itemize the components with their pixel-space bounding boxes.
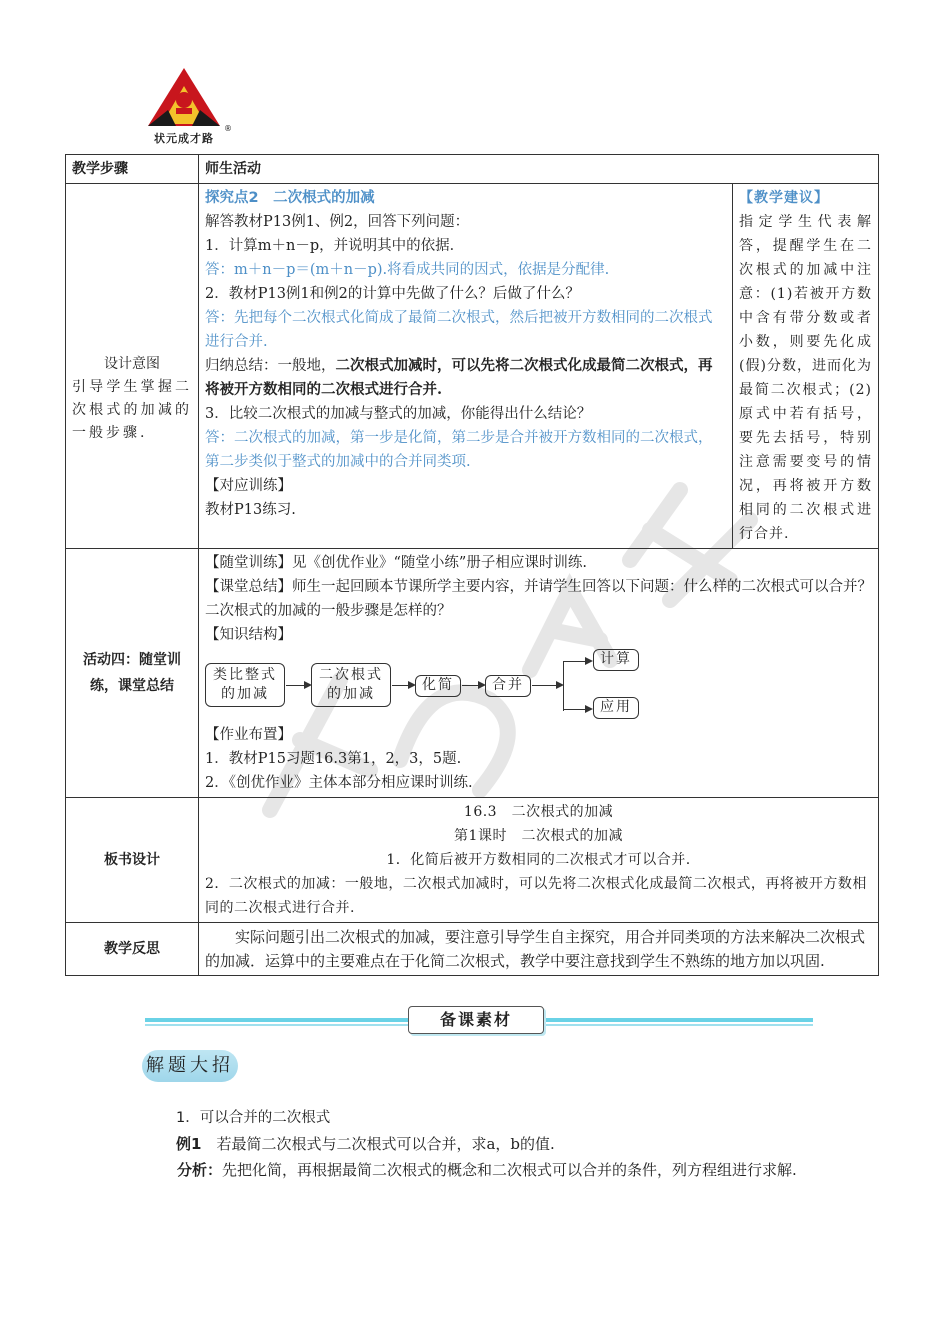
reflection-text: 实际问题引出二次根式的加减，要注意引导学生自主探究，用合并同类项的方法来解决二次根式的加减．运算中的主要难点在于化简二次根式，教学中要注意找到学生不熟练的地方加以巩固. bbox=[205, 928, 866, 970]
structure-box-apply: 应用 bbox=[593, 697, 639, 719]
design-intent-text: 引导学生掌握二次根式的加减的一般步骤. bbox=[72, 378, 192, 441]
teaching-suggestion-text: 指定学生代表解答，提醒学生在二次根式的加减中注意：(1)若被开方数中含有带分数或者小数，则要先化成(假)分数，进而化为最简二次根式；(2)原式中若有括号，要先去括号，特别注意需要变号的情况，再将被开方数相同的二次根式进行合并. bbox=[739, 214, 872, 542]
design-intent-cell bbox=[66, 184, 199, 549]
question-1: 1．计算m＋n－p，并说明其中的依据． bbox=[205, 238, 465, 254]
practice-label: 【对应训练】 bbox=[205, 478, 292, 494]
knowledge-structure-diagram bbox=[205, 649, 872, 719]
table-row bbox=[66, 923, 879, 976]
reflection-content bbox=[199, 923, 879, 976]
answer-2: 答：先把每个二次根式化简成了最简二次根式，然后把被开方数相同的二次根式进行合并. bbox=[205, 310, 713, 350]
registered-mark: ® bbox=[224, 124, 232, 133]
practice-text: 教材P13练习. bbox=[205, 502, 296, 518]
teaching-suggestion-title: 【教学建议】 bbox=[739, 190, 829, 206]
structure-line bbox=[532, 685, 562, 686]
explore-cell bbox=[199, 184, 733, 549]
table-row bbox=[66, 549, 879, 798]
analysis-text: 先把化简，再根据最简二次根式的概念和二次根式可以合并的条件，列方程组进行求解. bbox=[222, 1161, 797, 1179]
teaching-suggestion-cell bbox=[733, 184, 879, 549]
reflection-cell: 教学反思 bbox=[66, 923, 199, 976]
example-label: 例1 bbox=[176, 1135, 202, 1153]
answer-3: 答：二次根式的加减，第一步是化简，第二步是合并被开方数相同的二次根式，第二步类似于整式的加减中的合并同类项. bbox=[205, 430, 713, 470]
solving-tips-badge: 解题大招 bbox=[142, 1050, 238, 1082]
structure-arrow bbox=[462, 685, 484, 686]
design-intent-title: 设计意图 bbox=[104, 355, 160, 372]
table-header-row bbox=[66, 155, 879, 184]
header-steps: 教学步骤 bbox=[66, 155, 199, 184]
summary-prefix: 归纳总结：一般地， bbox=[205, 358, 336, 374]
summary bbox=[205, 354, 726, 402]
table-row bbox=[66, 184, 879, 549]
structure-box-simplify: 化简 bbox=[415, 675, 461, 697]
practice-line: 【随堂训练】见《创优作业》“随堂小练”册子相应课时训练. bbox=[205, 555, 587, 571]
structure-arrow bbox=[286, 685, 310, 686]
example-line bbox=[176, 1130, 846, 1158]
homework-label: 【作业布置】 bbox=[205, 727, 292, 743]
summary-bold: 二次根式加减时，可以先将二次根式化成最简二次根式，再将被开方数相同的二次根式进行合并. bbox=[205, 357, 713, 398]
section-heading bbox=[176, 1104, 846, 1132]
explore-intro: 解答教材P13例1、例2，回答下列问题： bbox=[205, 214, 470, 230]
homework-2: 2．《创优作业》主体本部分相应课时训练. bbox=[205, 775, 473, 791]
structure-arrow bbox=[563, 661, 591, 662]
logo-emblem-icon bbox=[146, 66, 222, 128]
board-point-2: 2．二次根式的加减：一般地，二次根式加减时，可以先将二次根式化成最简二次根式，再将被开方数相同的二次根式进行合并. bbox=[205, 876, 867, 916]
activity-four-cell: 活动四：随堂训练，课堂总结 bbox=[66, 549, 199, 798]
structure-box-combine: 合并 bbox=[485, 675, 531, 697]
section-banner bbox=[145, 1006, 813, 1034]
lesson-table bbox=[65, 154, 879, 976]
board-design-cell: 板书设计 bbox=[66, 798, 199, 923]
structure-arrow bbox=[392, 685, 414, 686]
explore-title: 探究点2 二次根式的加减 bbox=[205, 190, 375, 206]
class-summary-line: 【课堂总结】师生一起回顾本节课所学主要内容，并请学生回答以下问题：什么样的二次根式可以合并？二次根式的加减的一般步骤是怎样的？ bbox=[205, 579, 872, 619]
structure-branch-line bbox=[563, 661, 564, 711]
structure-box-calculate: 计算 bbox=[593, 649, 639, 671]
section-heading-text: 1．可以合并的二次根式 bbox=[176, 1110, 331, 1126]
board-design-content bbox=[199, 798, 879, 923]
analysis-paragraph bbox=[145, 1156, 815, 1184]
logo-text: 状元成才路 bbox=[154, 132, 214, 145]
question-3: 3．比较二次根式的加减与整式的加减，你能得出什么结论？ bbox=[205, 406, 592, 422]
structure-arrow bbox=[563, 709, 591, 710]
board-point-1: 1．化简后被开方数相同的二次根式才可以合并. bbox=[386, 852, 691, 868]
homework-1: 1．教材P15习题16.3第1，2，3，5题. bbox=[205, 751, 462, 767]
logo bbox=[146, 66, 232, 156]
activity-four-content bbox=[199, 549, 879, 798]
knowledge-structure-label: 【知识结构】 bbox=[205, 627, 292, 643]
analysis-label: 分析： bbox=[177, 1161, 223, 1179]
table-row bbox=[66, 798, 879, 923]
header-activities: 师生活动 bbox=[199, 155, 879, 184]
question-2: 2．教材P13例1和例2的计算中先做了什么？后做了什么？ bbox=[205, 286, 580, 302]
structure-box-radical: 二次根式的加减 bbox=[311, 663, 391, 707]
answer-1: 答：m＋n－p＝(m＋n－p).将看成共同的因式，依据是分配律. bbox=[205, 262, 610, 278]
structure-box-analogy: 类比整式的加减 bbox=[205, 663, 285, 707]
example-text: 若最简二次根式与二次根式可以合并，求a，b的值. bbox=[201, 1135, 555, 1153]
board-title: 16.3 二次根式的加减 bbox=[463, 804, 614, 820]
board-subtitle: 第1课时 二次根式的加减 bbox=[454, 828, 623, 844]
banner-label: 备课素材 bbox=[408, 1006, 544, 1034]
